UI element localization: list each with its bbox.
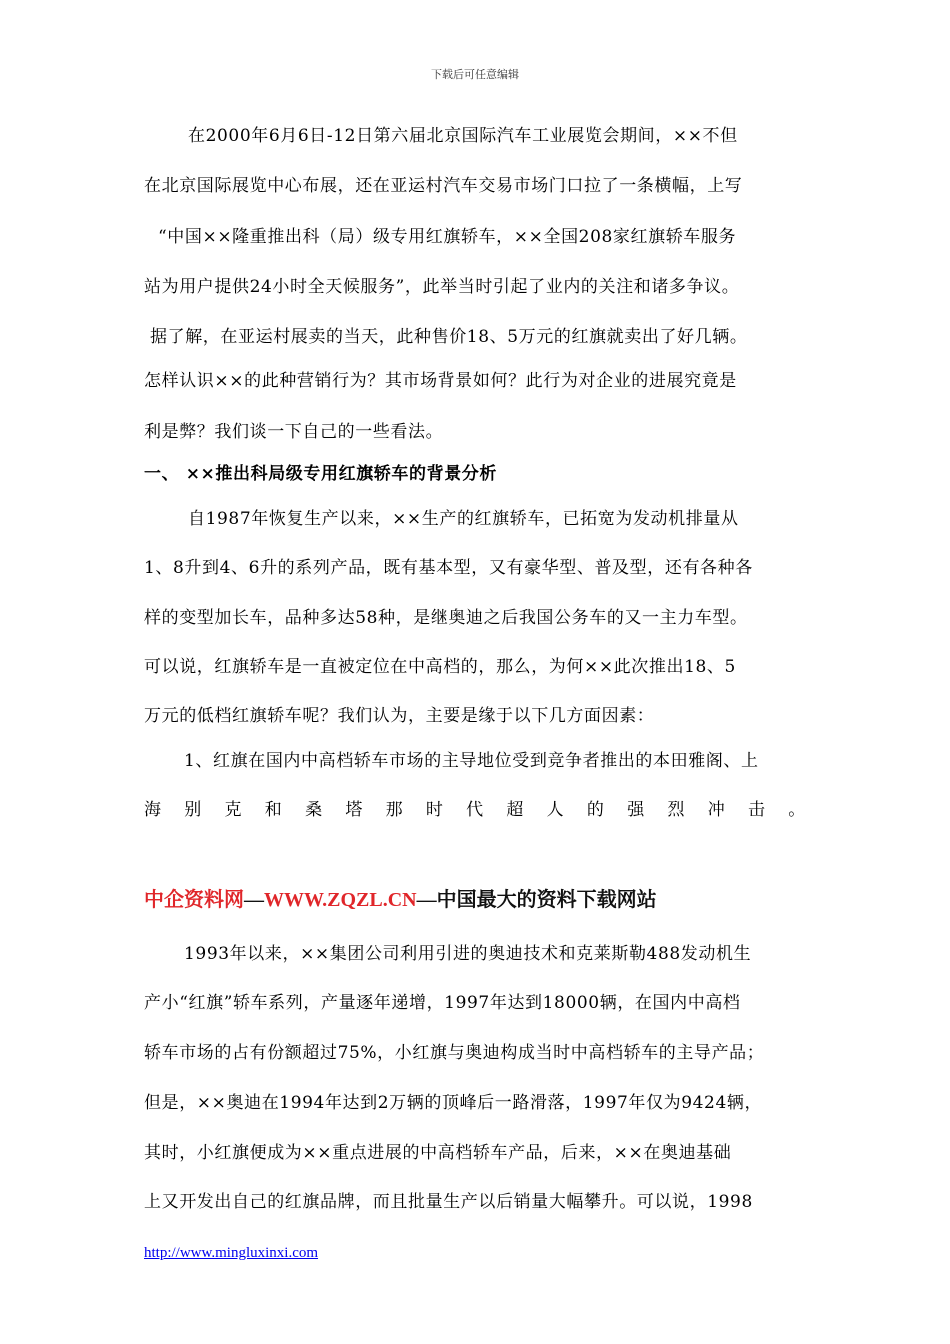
- char: 克: [224, 800, 243, 820]
- paragraph-line: 轿车市场的占有份额超过75%，小红旗与奥迪构成当时中高档轿车的主导产品；: [144, 1043, 765, 1063]
- char: 烈: [667, 800, 686, 820]
- footer-link[interactable]: http://www.mingluxinxi.com: [144, 1245, 319, 1261]
- paragraph-line: 万元的低档红旗轿车呢？我们认为，主要是缘于以下几方面因素：: [144, 706, 655, 726]
- section-heading: 一、 ××推出科局级专用红旗轿车的背景分析: [144, 464, 498, 484]
- paragraph-line: 怎样认识××的此种营销行为？其市场背景如何？此行为对企业的进展究竟是: [144, 371, 737, 391]
- paragraph-line: 其时，小红旗便成为××重点进展的中高档轿车产品，后来，××在奥迪基础: [144, 1143, 732, 1163]
- char: 海: [144, 800, 162, 820]
- char: 。: [788, 800, 806, 820]
- site-banner: [144, 883, 657, 912]
- paragraph-line: 在北京国际展览中心布展，还在亚运村汽车交易市场门口拉了一条横幅，上写: [144, 176, 743, 196]
- banner-url: WWW.ZQZL.CN: [264, 889, 417, 911]
- banner-tagline: 中国最大的资料下载网站: [436, 889, 657, 911]
- char: 那: [385, 800, 404, 820]
- page-header-note: 下载后可任意编辑: [431, 68, 519, 81]
- char: 塔: [345, 800, 363, 820]
- paragraph-line: 可以说，红旗轿车是一直被定位在中高档的，那么，为何××此次推出18、5: [144, 657, 736, 677]
- point-line-justified: [144, 799, 806, 821]
- char: 人: [546, 800, 565, 820]
- paragraph-line: 据了解，在亚运村展卖的当天，此种售价18、5万元的红旗就卖出了好几辆。: [150, 327, 748, 347]
- paragraph-line: 上又开发出自己的红旗品牌，而且批量生产以后销量大幅攀升。可以说，1998: [144, 1192, 753, 1212]
- paragraph-line: “中国××隆重推出科（局）级专用红旗轿车，××全国208家红旗轿车服务: [158, 227, 737, 247]
- banner-dash: —: [244, 889, 264, 911]
- char: 时: [425, 800, 444, 820]
- char: 的: [586, 800, 605, 820]
- paragraph-line: 1993年以来，××集团公司利用引进的奥迪技术和克莱斯勒488发动机生: [184, 944, 752, 964]
- char: 和: [264, 800, 283, 820]
- paragraph-line: 1、8升到4、6升的系列产品，既有基本型，又有豪华型、普及型，还有各种各: [144, 558, 753, 578]
- paragraph-line: 自1987年恢复生产以来，××生产的红旗轿车，已拓宽为发动机排量从: [188, 509, 739, 529]
- char: 桑: [305, 800, 323, 820]
- char: 超: [506, 800, 524, 820]
- char: 别: [184, 800, 202, 820]
- paragraph-line: 但是，××奥迪在1994年达到2万辆的顶峰后一路滑落，1997年仅为9424辆，: [144, 1093, 763, 1113]
- paragraph-line: 样的变型加长车，品种多达58种，是继奥迪之后我国公务车的又一主力车型。: [144, 608, 748, 628]
- char: 强: [627, 800, 645, 820]
- char: 代: [466, 800, 484, 820]
- paragraph-line: 在2000年6月6日-12日第六届北京国际汽车工业展览会期间，××不但: [188, 126, 738, 146]
- paragraph-line: 产小“红旗”轿车系列，产量逐年递增，1997年达到18000辆，在国内中高档: [144, 993, 741, 1013]
- point-line: 1、红旗在国内中高档轿车市场的主导地位受到竞争者推出的本田雅阁、上: [184, 751, 759, 771]
- paragraph-line: 利是弊？我们谈一下自己的一些看法。: [144, 422, 444, 442]
- paragraph-line: 站为用户提供24小时全天候服务”，此举当时引起了业内的关注和诸多争议。: [144, 277, 740, 297]
- banner-dash: —: [416, 889, 437, 911]
- char: 击: [747, 800, 766, 820]
- banner-site-name: 中企资料网: [144, 889, 244, 911]
- char: 冲: [707, 800, 726, 820]
